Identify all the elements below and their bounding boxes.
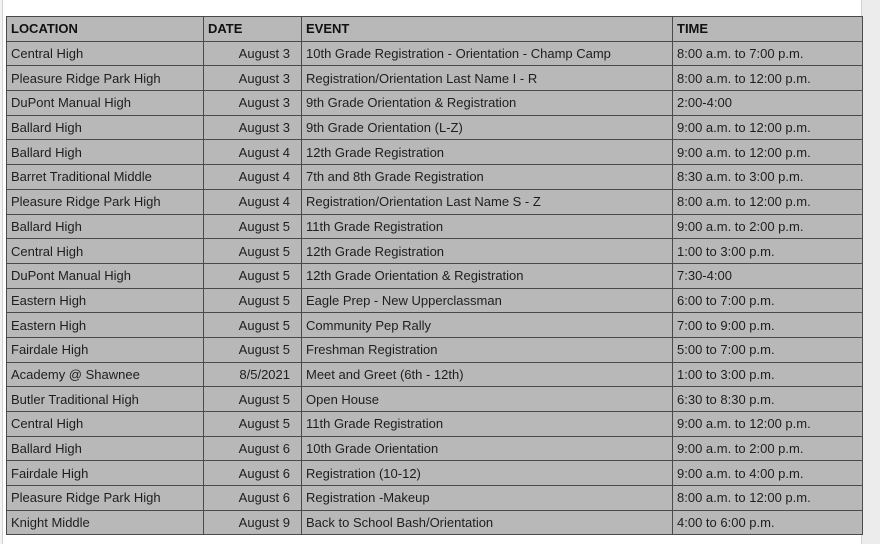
cell-date: August 5 — [204, 288, 302, 313]
cell-event: Registration/Orientation Last Name I - R — [302, 66, 673, 91]
table-row — [7, 436, 863, 461]
cell-date: August 3 — [204, 66, 302, 91]
table-row — [7, 412, 863, 437]
header-time: TIME — [673, 17, 863, 42]
cell-event: 11th Grade Registration — [302, 412, 673, 437]
cell-date: August 3 — [204, 41, 302, 66]
cell-location: Knight Middle — [7, 510, 204, 535]
table-row — [7, 189, 863, 214]
cell-event: Registration -Makeup — [302, 486, 673, 511]
cell-event: 10th Grade Registration - Orientation - Champ Camp — [302, 41, 673, 66]
cell-time: 7:00 to 9:00 p.m. — [673, 313, 863, 338]
cell-location: DuPont Manual High — [7, 91, 204, 116]
cell-event: Open House — [302, 387, 673, 412]
cell-location: Eastern High — [7, 288, 204, 313]
cell-date: August 4 — [204, 140, 302, 165]
cell-date: August 3 — [204, 115, 302, 140]
cell-location: Central High — [7, 41, 204, 66]
cell-event: 12th Grade Registration — [302, 140, 673, 165]
cell-time: 4:00 to 6:00 p.m. — [673, 510, 863, 535]
cell-event: Community Pep Rally — [302, 313, 673, 338]
cell-time: 6:00 to 7:00 p.m. — [673, 288, 863, 313]
table-row — [7, 91, 863, 116]
cell-event: 7th and 8th Grade Registration — [302, 165, 673, 190]
cell-date: August 6 — [204, 486, 302, 511]
table-row — [7, 288, 863, 313]
header-location: LOCATION — [7, 17, 204, 42]
cell-event: Registration (10-12) — [302, 461, 673, 486]
cell-date: August 5 — [204, 263, 302, 288]
cell-time: 2:00-4:00 — [673, 91, 863, 116]
cell-date: August 5 — [204, 239, 302, 264]
cell-event: Registration/Orientation Last Name S - Z — [302, 189, 673, 214]
cell-date: August 4 — [204, 165, 302, 190]
cell-time: 8:00 a.m. to 7:00 p.m. — [673, 41, 863, 66]
cell-time: 9:00 a.m. to 4:00 p.m. — [673, 461, 863, 486]
header-date: DATE — [204, 17, 302, 42]
cell-location: Pleasure Ridge Park High — [7, 189, 204, 214]
cell-date: August 5 — [204, 337, 302, 362]
table-row — [7, 140, 863, 165]
cell-date: August 5 — [204, 313, 302, 338]
cell-event: 9th Grade Orientation (L-Z) — [302, 115, 673, 140]
table-row — [7, 337, 863, 362]
cell-event: Meet and Greet (6th - 12th) — [302, 362, 673, 387]
cell-date: 8/5/2021 — [204, 362, 302, 387]
table-row — [7, 510, 863, 535]
table-row — [7, 239, 863, 264]
cell-location: Pleasure Ridge Park High — [7, 66, 204, 91]
cell-event: 10th Grade Orientation — [302, 436, 673, 461]
table-row — [7, 313, 863, 338]
cell-location: Butler Traditional High — [7, 387, 204, 412]
cell-location: Eastern High — [7, 313, 204, 338]
schedule-table — [6, 16, 863, 535]
table-row — [7, 461, 863, 486]
cell-time: 6:30 to 8:30 p.m. — [673, 387, 863, 412]
cell-time: 1:00 to 3:00 p.m. — [673, 362, 863, 387]
cell-location: Barret Traditional Middle — [7, 165, 204, 190]
cell-date: August 5 — [204, 387, 302, 412]
cell-location: Pleasure Ridge Park High — [7, 486, 204, 511]
table-row — [7, 387, 863, 412]
cell-location: Ballard High — [7, 214, 204, 239]
cell-event: Eagle Prep - New Upperclassman — [302, 288, 673, 313]
cell-date: August 3 — [204, 91, 302, 116]
cell-location: Fairdale High — [7, 461, 204, 486]
cell-time: 8:30 a.m. to 3:00 p.m. — [673, 165, 863, 190]
cell-date: August 9 — [204, 510, 302, 535]
cell-time: 9:00 a.m. to 2:00 p.m. — [673, 436, 863, 461]
cell-location: DuPont Manual High — [7, 263, 204, 288]
table-row — [7, 486, 863, 511]
table-row — [7, 41, 863, 66]
cell-date: August 5 — [204, 412, 302, 437]
table-row — [7, 362, 863, 387]
cell-date: August 6 — [204, 436, 302, 461]
cell-time: 1:00 to 3:00 p.m. — [673, 239, 863, 264]
cell-location: Ballard High — [7, 115, 204, 140]
cell-location: Ballard High — [7, 436, 204, 461]
cell-location: Central High — [7, 239, 204, 264]
cell-location: Central High — [7, 412, 204, 437]
cell-date: August 4 — [204, 189, 302, 214]
table-row — [7, 263, 863, 288]
cell-event: 9th Grade Orientation & Registration — [302, 91, 673, 116]
cell-time: 8:00 a.m. to 12:00 p.m. — [673, 66, 863, 91]
cell-time: 5:00 to 7:00 p.m. — [673, 337, 863, 362]
cell-time: 8:00 a.m. to 12:00 p.m. — [673, 486, 863, 511]
table-row — [7, 115, 863, 140]
cell-event: 12th Grade Registration — [302, 239, 673, 264]
cell-time: 9:00 a.m. to 12:00 p.m. — [673, 412, 863, 437]
header-event: EVENT — [302, 17, 673, 42]
table-row — [7, 66, 863, 91]
cell-event: 11th Grade Registration — [302, 214, 673, 239]
cell-time: 9:00 a.m. to 12:00 p.m. — [673, 140, 863, 165]
cell-location: Ballard High — [7, 140, 204, 165]
cell-time: 7:30-4:00 — [673, 263, 863, 288]
table-row — [7, 214, 863, 239]
cell-date: August 5 — [204, 214, 302, 239]
header-row — [7, 17, 863, 42]
table-row — [7, 165, 863, 190]
cell-event: Freshman Registration — [302, 337, 673, 362]
cell-date: August 6 — [204, 461, 302, 486]
cell-time: 9:00 a.m. to 12:00 p.m. — [673, 115, 863, 140]
cell-event: 12th Grade Orientation & Registration — [302, 263, 673, 288]
cell-time: 8:00 a.m. to 12:00 p.m. — [673, 189, 863, 214]
cell-event: Back to School Bash/Orientation — [302, 510, 673, 535]
cell-location: Fairdale High — [7, 337, 204, 362]
scroll-gutter — [862, 0, 880, 544]
cell-location: Academy @ Shawnee — [7, 362, 204, 387]
cell-time: 9:00 a.m. to 2:00 p.m. — [673, 214, 863, 239]
